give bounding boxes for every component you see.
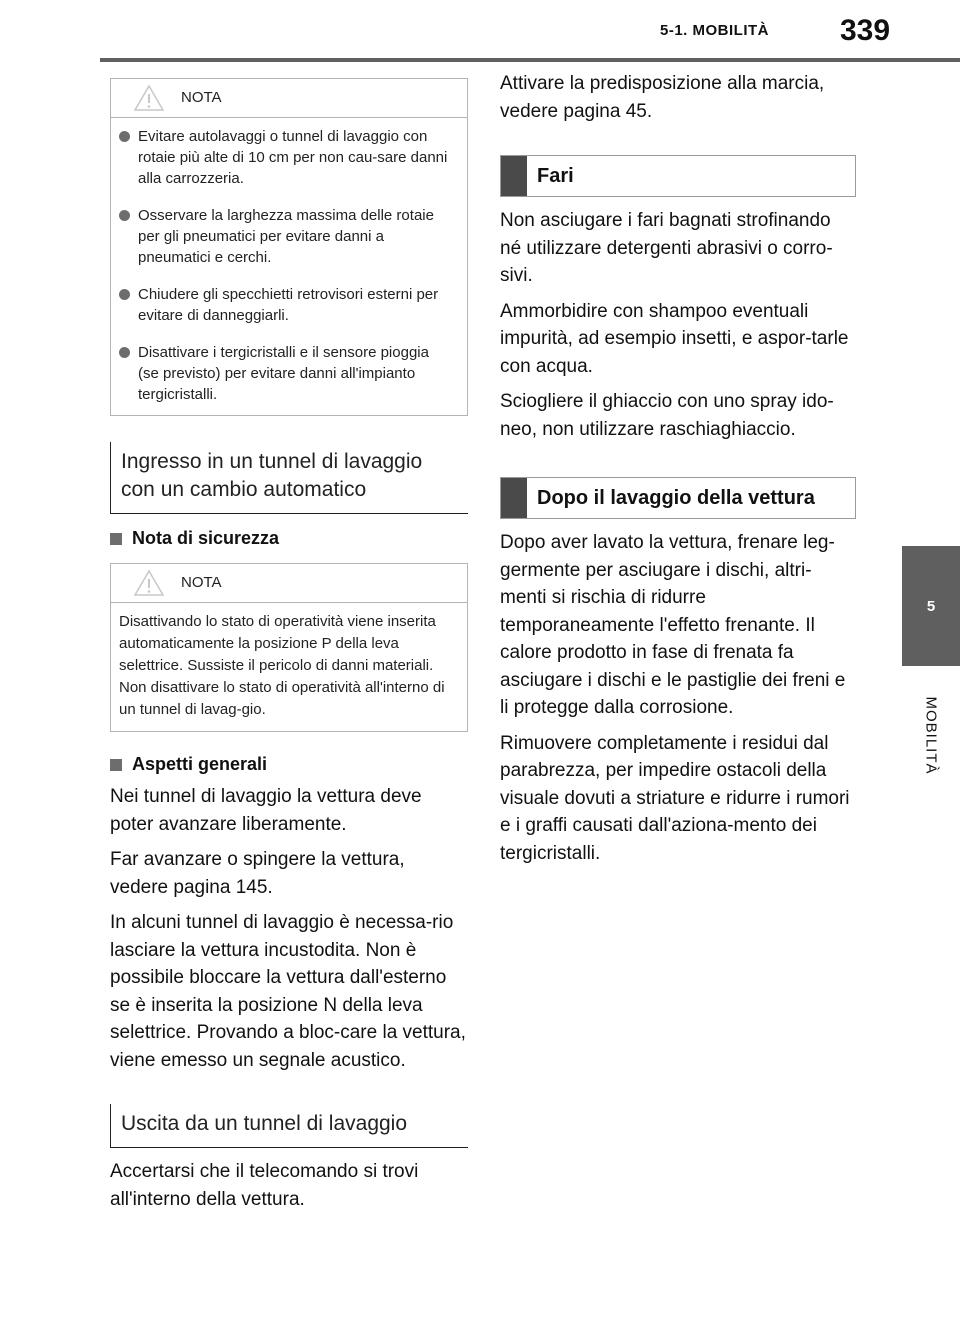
paragraph: Dopo aver lavato la vettura, frenare leg-germente per asciugare i dischi, altri-menti si rischia di ridurre temporaneamente l'effetto frenante. Il calore prodotto in fase di frenata fa asciugare i dischi e le pastiglie dei freni e li protegge dalla corrosione. — [500, 532, 846, 718]
general-heading — [110, 754, 468, 775]
safety-heading — [110, 528, 468, 549]
paragraph: Sciogliere il ghiaccio con uno spray ido-neo, non utilizzare raschiaghiaccio. — [500, 391, 834, 440]
right-column — [500, 70, 856, 867]
note-title: NOTA — [181, 89, 222, 106]
section-heading-box — [500, 155, 856, 197]
warning-triangle-icon — [133, 569, 165, 597]
note-text: Disattivando lo stato di operatività viene inserita automaticamente la posizione P della leva selettrice. Sussiste il pericolo di danni materiali. Non disattivare lo stato di operatività all'interno di un tunnel di lavag-gio. — [119, 613, 445, 718]
paragraph: Accertarsi che il telecomando si trovi all'interno della vettura. — [110, 1161, 419, 1210]
section-heading-bar — [501, 156, 527, 196]
subsection-heading: Uscita da un tunnel di lavaggio — [110, 1104, 468, 1148]
note-body — [111, 603, 467, 731]
section-heading-title: Fari — [537, 164, 574, 187]
warning-triangle-icon — [133, 84, 165, 112]
section-heading-title: Dopo il lavaggio della vettura — [537, 486, 815, 509]
chapter-tab — [902, 546, 960, 666]
bullet-dot-icon — [119, 210, 130, 221]
section-heading-box — [500, 477, 856, 519]
note-title: NOTA — [181, 574, 222, 591]
note-box — [110, 563, 468, 732]
note-box — [110, 78, 468, 416]
subsection-heading: Ingresso in un tunnel di lavaggio con un cambio automatico — [110, 442, 468, 514]
note-bullet-item — [119, 126, 453, 189]
note-bullet-text: Osservare la larghezza massima delle rotaie per gli pneumatici per evitare danni a pneumatici e cerchi. — [138, 207, 434, 266]
note-body — [111, 118, 467, 415]
paragraph: Ammorbidire con shampoo eventuali impurità, ad esempio insetti, e aspor-tarle con acqua. — [500, 300, 849, 377]
bullet-dot-icon — [119, 289, 130, 300]
note-bullet-text: Disattivare i tergicristalli e il sensore pioggia (se previsto) per evitare danni all'impianto tergicristalli. — [138, 344, 429, 403]
chapter-label-container — [902, 680, 960, 790]
paragraph: In alcuni tunnel di lavaggio è necessa-rio lasciare la vettura incustodita. Non è possibile bloccare la vettura dall'esterno se è inserita la posizione N della leva selettrice. Provando a bloc-care la vettura, viene emesso un segnale acustico. — [110, 912, 466, 1071]
note-header — [111, 564, 467, 603]
section-heading-bar — [501, 478, 527, 518]
paragraph: Far avanzare o spingere la vettura, vedere pagina 145. — [110, 849, 405, 898]
header-divider — [100, 58, 960, 62]
note-bullet-item — [119, 342, 453, 405]
chapter-label: MOBILITÀ — [922, 695, 940, 775]
chapter-number: 5 — [926, 597, 936, 615]
note-bullet-item — [119, 284, 453, 326]
safety-heading-text: Nota di sicurezza — [132, 528, 280, 548]
bullet-dot-icon — [119, 347, 130, 358]
section-title: 5-1. MOBILITÀ — [660, 22, 770, 39]
paragraph: Attivare la predisposizione alla marcia, vedere pagina 45. — [500, 73, 825, 122]
paragraph: Rimuovere completamente i residui dal parabrezza, per impedire ostacoli della visuale dovuti a striature e ridurre i rumori e i graffi causati dall'aziona-mento dei tergicristalli. — [500, 732, 850, 864]
paragraph: Non asciugare i fari bagnati strofinando né utilizzare detergenti abrasivi o corro-sivi. — [500, 210, 833, 286]
note-bullet-item — [119, 205, 453, 268]
note-header — [111, 79, 467, 118]
square-bullet-icon — [110, 759, 122, 771]
bullet-dot-icon — [119, 131, 130, 142]
note-bullet-text: Evitare autolavaggi o tunnel di lavaggio con rotaie più alte di 10 cm per non cau-sare danni alla carrozzeria. — [138, 128, 448, 187]
note-bullet-text: Chiudere gli specchietti retrovisori esterni per evitare di danneggiarli. — [138, 286, 439, 324]
square-bullet-icon — [110, 533, 122, 545]
general-heading-text: Aspetti generali — [132, 754, 268, 774]
page-number: 339 — [840, 14, 891, 47]
left-column — [110, 78, 468, 1213]
paragraph: Nei tunnel di lavaggio la vettura deve poter avanzare liberamente. — [110, 786, 422, 835]
